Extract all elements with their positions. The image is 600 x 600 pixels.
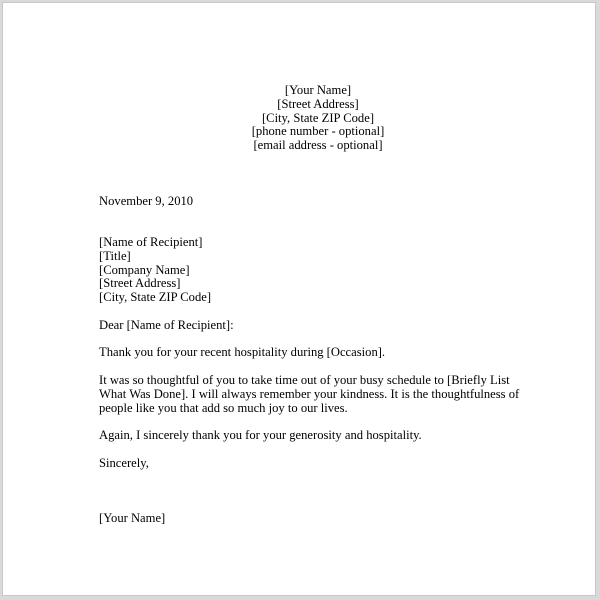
signature-block [99, 512, 539, 526]
recipient-address-block [99, 236, 539, 305]
recipient-title: [Title] [99, 248, 131, 263]
sender-phone: [phone number - optional] [251, 124, 385, 139]
sender-email: [email address - optional] [253, 138, 383, 153]
letter-page [2, 2, 596, 596]
closing [99, 457, 539, 471]
date-text: November 9, 2010 [99, 194, 194, 208]
body-paragraph-3 [99, 429, 539, 443]
paragraph-text: Thank you for your recent hospitality during [Occasion]. [99, 345, 386, 359]
paragraph-text: It was so thoughtful of you to take time out of your busy schedule to [Briefly List What Was Done]. I will always remember your kindness. It is the thoughtfulness of people like you that add so much joy to our lives. [99, 373, 520, 415]
sender-address-block [3, 84, 600, 153]
salutation [99, 319, 539, 333]
sender-city-state-zip: [City, State ZIP Code] [261, 110, 375, 125]
body-paragraph-1 [99, 346, 539, 360]
letter-date [99, 195, 539, 209]
paragraph-text: Again, I sincerely thank you for your generosity and hospitality. [99, 428, 422, 442]
signature-name: [Your Name] [99, 511, 166, 525]
closing-text: Sincerely, [99, 456, 149, 470]
recipient-street: [Street Address] [99, 276, 181, 291]
sender-street: [Street Address] [277, 96, 359, 111]
sender-name: [Your Name] [284, 83, 352, 97]
body-paragraph-2 [99, 374, 539, 415]
salutation-text: Dear [Name of Recipient]: [99, 318, 234, 332]
recipient-company: [Company Name] [99, 262, 190, 277]
recipient-city-state-zip: [City, State ZIP Code] [99, 290, 212, 305]
recipient-name: [Name of Recipient] [99, 235, 203, 249]
